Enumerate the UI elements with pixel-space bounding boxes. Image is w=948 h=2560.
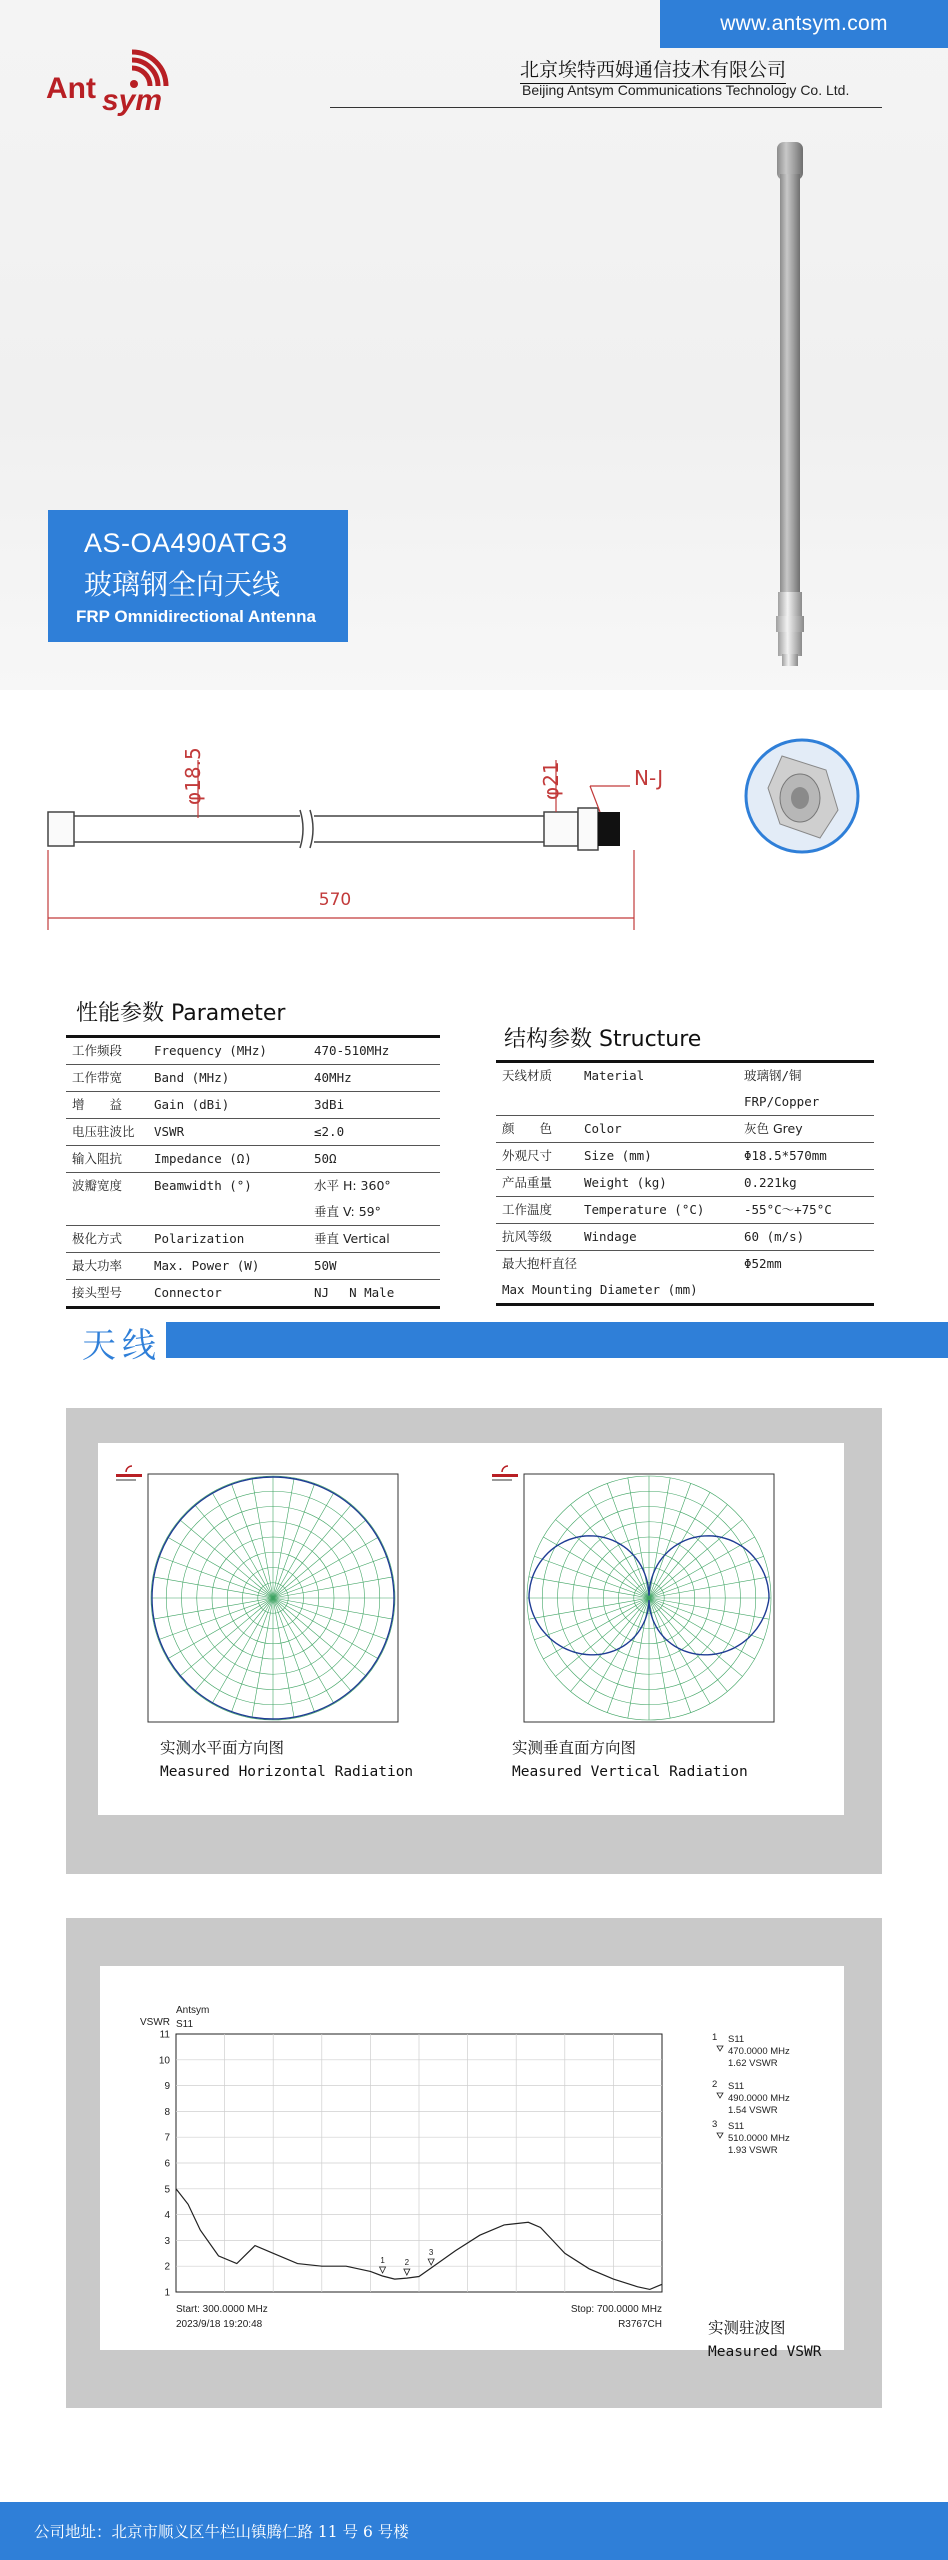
svg-text:sym: sym [102, 84, 163, 117]
vswr-marker-label: 3 [428, 2248, 434, 2258]
marker-2-trace: S11 [728, 2081, 745, 2092]
struct-value [738, 1062, 874, 1116]
vswr-y-tick: 8 [164, 2106, 170, 2118]
table-row [66, 1092, 440, 1119]
marker-2-freq: 490.0000 MHz [728, 2093, 790, 2104]
marker-2-triangle-icon [717, 2093, 723, 2098]
param-name-cn: 输入阻抗 [72, 1151, 123, 1166]
product-name-en: FRP Omnidirectional Antenna [76, 607, 316, 626]
param-name-en: Band (MHz) [154, 1070, 230, 1085]
vswr-y-tick: 10 [158, 2055, 170, 2067]
company-name-cn: 北京埃特西姆通信技术有限公司 [520, 55, 786, 84]
marker-3-id: 3 [712, 2119, 718, 2130]
param-value: 50W [314, 1258, 337, 1273]
struct-name-cn: 工作温度 [502, 1202, 553, 1217]
param-value: 3dBi [314, 1097, 345, 1112]
section-band [166, 1322, 948, 1358]
plot-logo-mark [116, 1466, 142, 1481]
vertical-caption-en: Measured Vertical Radiation [512, 1764, 748, 1780]
header-divider [330, 107, 882, 108]
struct-name-cn: 天线材质 [502, 1068, 553, 1083]
param-name-cn: 电压驻波比 [72, 1124, 135, 1139]
table-row [66, 1226, 440, 1253]
struct-name-cn: 产品重量 [502, 1175, 553, 1190]
table-row [66, 1119, 440, 1146]
struct-value-line: FRP/Copper [744, 1094, 820, 1109]
dimension-diameter-right: φ21 [539, 761, 563, 800]
param-value-line: 水平 H: 360° [314, 1178, 391, 1193]
dimension-drawing [30, 700, 930, 940]
marker-1-triangle-icon [717, 2046, 723, 2051]
vswr-y-tick: 4 [164, 2210, 170, 2222]
table-row [496, 1062, 874, 1116]
param-name-en: VSWR [154, 1124, 185, 1139]
vswr-y-tick: 9 [164, 2081, 170, 2093]
param-value: NJ N Male [314, 1285, 395, 1300]
param-value: ≤2.0 [314, 1124, 345, 1139]
struct-name-en: Windage [584, 1229, 637, 1244]
table-row [66, 1037, 440, 1065]
table-row [66, 1146, 440, 1173]
table-row [66, 1065, 440, 1092]
param-value-line: 垂直 V: 59° [314, 1204, 381, 1219]
vswr-start: Start: 300.0000 MHz [176, 2304, 268, 2315]
vswr-marker-label: 1 [380, 2256, 385, 2266]
section-heading-antenna: 天线 [82, 1326, 162, 1366]
struct-name-cn: 颜 色 [502, 1121, 553, 1136]
vswr-axis-label: VSWR [140, 2017, 170, 2028]
table-row [496, 1170, 874, 1197]
struct-value: 0.221kg [744, 1175, 797, 1190]
param-name-en: Polarization [154, 1231, 245, 1246]
vswr-y-tick: 7 [164, 2132, 170, 2144]
product-model: AS-OA490ATG3 [84, 528, 288, 558]
marker-1-trace: S11 [728, 2034, 745, 2045]
vswr-marker-label: 2 [404, 2258, 410, 2268]
struct-name-en: Size (mm) [584, 1148, 652, 1163]
struct-value: Φ52mm [744, 1256, 782, 1271]
struct-name-en: Color [584, 1121, 622, 1136]
vswr-y-tick: 5 [164, 2184, 170, 2196]
vswr-trace-label: S11 [176, 2019, 194, 2030]
vswr-stop: Stop: 700.0000 MHz [570, 2304, 662, 2315]
param-value: 470-510MHz [314, 1043, 390, 1058]
vswr-y-tick: 2 [164, 2261, 170, 2273]
footer-address: 公司地址：北京市顺义区牛栏山镇腾仁路 11 号 6 号楼 [0, 2502, 948, 2560]
horizontal-caption-cn: 实测水平面方向图 [160, 1739, 285, 1757]
vswr-y-tick: 3 [164, 2235, 170, 2247]
param-name-en: Connector [154, 1285, 222, 1300]
vswr-y-tick: 1 [164, 2287, 170, 2299]
website-link[interactable]: www.antsym.com [660, 0, 948, 48]
company-name-en: Beijing Antsym Communications Technology Co. Ltd. [522, 82, 850, 98]
marker-2-value: 1.54 VSWR [728, 2105, 778, 2116]
vswr-caption-cn: 实测驻波图 [708, 2319, 786, 2337]
param-value: 40MHz [314, 1070, 352, 1085]
vswr-chart [130, 1996, 830, 2336]
table-row [496, 1116, 874, 1143]
struct-name-en: Temperature (°C) [584, 1202, 705, 1217]
param-value [308, 1173, 440, 1226]
connector-closeup-image [746, 740, 858, 852]
param-name-en: Max. Power (W) [154, 1258, 260, 1273]
structure-table [496, 1060, 874, 1306]
struct-name [496, 1251, 738, 1305]
param-name-en: Beamwidth (°) [154, 1178, 252, 1193]
param-name-cn: 接头型号 [72, 1285, 123, 1300]
antsym-logo [46, 40, 206, 120]
param-name-en: Frequency (MHz) [154, 1043, 267, 1058]
marker-3-triangle-icon [717, 2133, 723, 2138]
table-row [496, 1224, 874, 1251]
table-row [496, 1251, 874, 1305]
struct-value: -55°C～+75°C [744, 1202, 832, 1217]
product-name-cn: 玻璃钢全向天线 [84, 568, 281, 601]
vswr-device: R3767CH [618, 2319, 662, 2330]
param-name-cn: 波瓣宽度 [72, 1178, 123, 1193]
dimension-diameter-left: φ18.5 [181, 747, 205, 805]
struct-name-cn: 外观尺寸 [502, 1148, 553, 1163]
connector-label: N-J [634, 766, 664, 790]
struct-name-cn: 抗风等级 [502, 1229, 553, 1244]
param-name-cn: 极化方式 [72, 1231, 123, 1246]
vswr-y-tick: 11 [159, 2029, 170, 2041]
dimension-length: 570 [318, 890, 352, 910]
struct-name-en: Material [584, 1068, 645, 1083]
param-value: 垂直 Vertical [314, 1231, 390, 1246]
struct-value-line: 玻璃钢/铜 [744, 1068, 802, 1083]
table-row [66, 1280, 440, 1308]
struct-value: 60 (m/s) [744, 1229, 805, 1244]
vertical-caption-cn: 实测垂直面方向图 [512, 1739, 637, 1757]
marker-3-value: 1.93 VSWR [728, 2145, 778, 2156]
param-name-cn: 工作带宽 [72, 1070, 123, 1085]
antenna-outline [48, 808, 598, 850]
param-name-cn: 工作频段 [72, 1043, 123, 1058]
table-row [66, 1173, 440, 1226]
svg-text:Ant: Ant [46, 72, 96, 105]
param-name-cn: 最大功率 [72, 1258, 123, 1273]
marker-1-freq: 470.0000 MHz [728, 2046, 790, 2057]
param-name-en: Gain (dBi) [154, 1097, 230, 1112]
marker-2-id: 2 [712, 2079, 718, 2090]
param-name-en: Impedance (Ω) [154, 1151, 252, 1166]
connector-shape [598, 812, 620, 846]
table-row [496, 1143, 874, 1170]
struct-value: 灰色 Grey [744, 1121, 803, 1136]
marker-1-value: 1.62 VSWR [728, 2058, 778, 2069]
marker-3-trace: S11 [728, 2121, 745, 2132]
struct-name-en: Max Mounting Diameter (mm) [502, 1282, 698, 1297]
antenna-product-image [760, 142, 820, 672]
vertical-pattern-plot [488, 1460, 788, 1730]
table-row [496, 1197, 874, 1224]
horizontal-caption-en: Measured Horizontal Radiation [160, 1764, 414, 1780]
struct-name-cn: 最大抱杆直径 [502, 1256, 578, 1271]
marker-3-freq: 510.0000 MHz [728, 2133, 790, 2144]
param-value: 50Ω [314, 1151, 337, 1166]
vswr-caption-en: Measured VSWR [708, 2344, 822, 2360]
structure-title: 结构参数 Structure [504, 1027, 702, 1052]
marker-1-id: 1 [712, 2032, 718, 2043]
param-name-cn: 增 益 [72, 1097, 123, 1112]
parameter-table [66, 1035, 440, 1309]
vswr-y-tick: 6 [164, 2158, 170, 2170]
parameter-title: 性能参数 Parameter [76, 1001, 286, 1026]
horizontal-pattern-plot [112, 1460, 412, 1730]
table-row [66, 1253, 440, 1280]
plot-logo-mark [492, 1466, 518, 1481]
struct-name-en: Weight (kg) [584, 1175, 667, 1190]
vswr-timestamp: 2023/9/18 19:20:48 [176, 2319, 263, 2330]
struct-value: Φ18.5*570mm [744, 1148, 827, 1163]
product-title-block [48, 510, 348, 642]
vswr-brand: Antsym [176, 2005, 210, 2016]
